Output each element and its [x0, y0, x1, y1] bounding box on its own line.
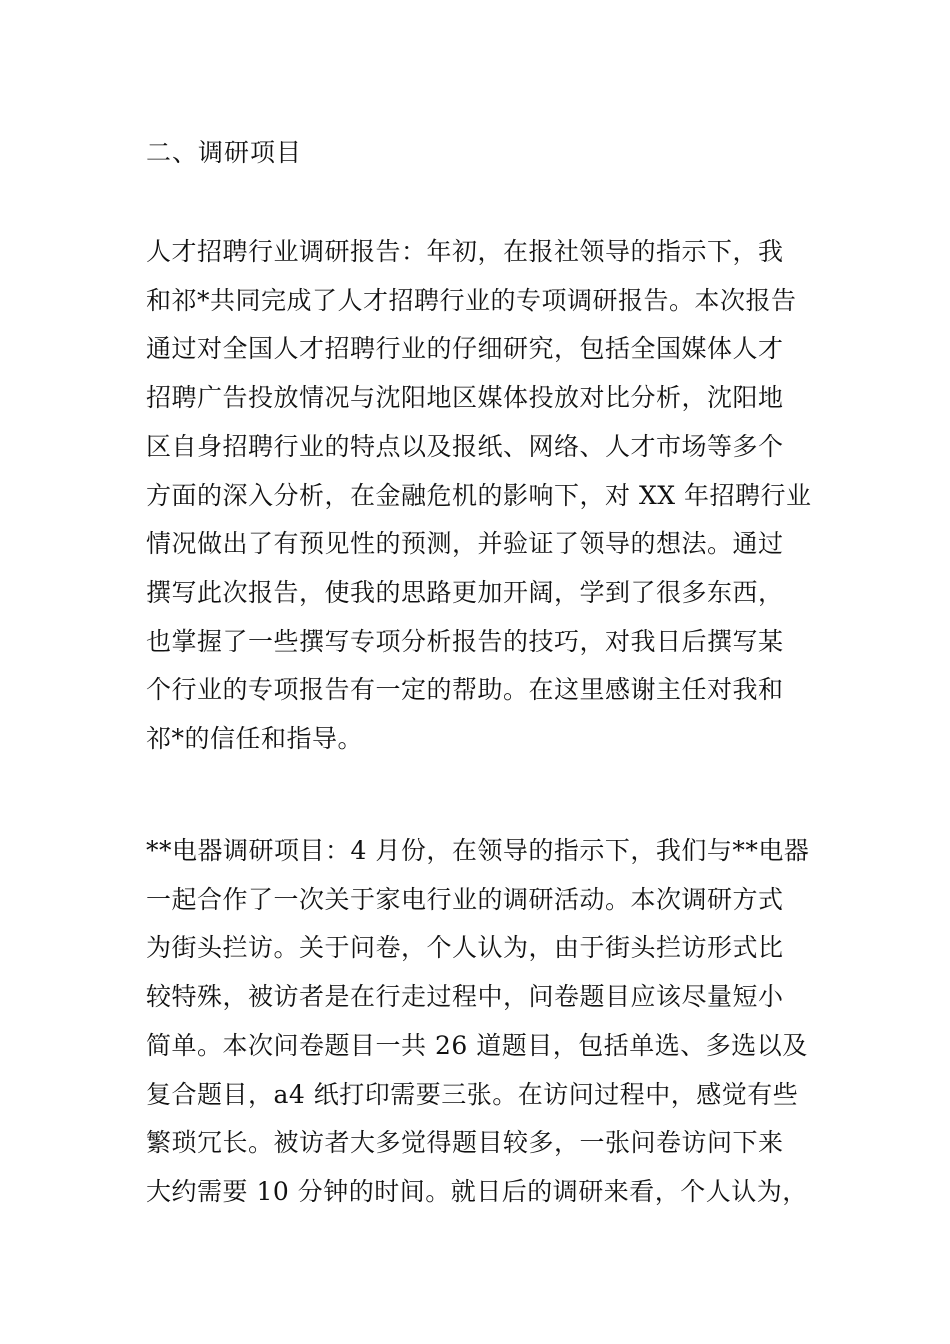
paragraph-line: 方面的深入分析，在金融危机的影响下，对 XX 年招聘行业	[146, 480, 812, 510]
paragraph-line: 大约需要 10 分钟的时间。就日后的调研来看，个人认为，	[146, 1176, 808, 1206]
section-heading: 二、调研项目	[146, 138, 303, 167]
paragraph-line: 简单。本次问卷题目一共 26 道题目，包括单选、多选以及	[146, 1030, 808, 1060]
paragraph-line: 复合题目，a4 纸打印需要三张。在访问过程中，感觉有些	[146, 1079, 799, 1109]
paragraph-line: 招聘广告投放情况与沈阳地区媒体投放对比分析，沈阳地	[146, 383, 784, 413]
paragraph-line: 通过对全国人才招聘行业的仔细研究，包括全国媒体人才	[146, 334, 784, 364]
paragraph-line: 和祁*共同完成了人才招聘行业的专项调研报告。本次报告	[146, 285, 797, 315]
paragraph-line: 祁*的信任和指导。	[146, 724, 364, 754]
paragraph-talent-recruitment-report	[146, 228, 816, 764]
paragraph-line: 一起合作了一次关于家电行业的调研活动。本次调研方式	[146, 884, 784, 914]
paragraph-line: 情况做出了有预见性的预测，并验证了领导的想法。通过	[146, 529, 784, 559]
paragraph-line: 人才招聘行业调研报告：年初，在报社领导的指示下，我	[146, 237, 784, 266]
paragraph-line: 较特殊，被访者是在行走过程中，问卷题目应该尽量短小	[146, 982, 784, 1012]
paragraph-line: **电器调研项目：4 月份，在领导的指示下，我们与**电器	[146, 836, 810, 865]
paragraph-line: 为街头拦访。关于问卷，个人认为，由于街头拦访形式比	[146, 933, 784, 963]
paragraph-line: 也掌握了一些撰写专项分析报告的技巧，对我日后撰写某	[146, 626, 784, 656]
paragraph-line: 繁琐冗长。被访者大多觉得题目较多，一张问卷访问下来	[146, 1128, 784, 1158]
paragraph-line: 个行业的专项报告有一定的帮助。在这里感谢主任对我和	[146, 675, 784, 705]
paragraph-line: 撰写此次报告，使我的思路更加开阔，学到了很多东西，	[146, 577, 784, 607]
paragraph-line: 区自身招聘行业的特点以及报纸、网络、人才市场等多个	[146, 431, 784, 461]
paragraph-appliance-survey	[146, 827, 816, 1217]
